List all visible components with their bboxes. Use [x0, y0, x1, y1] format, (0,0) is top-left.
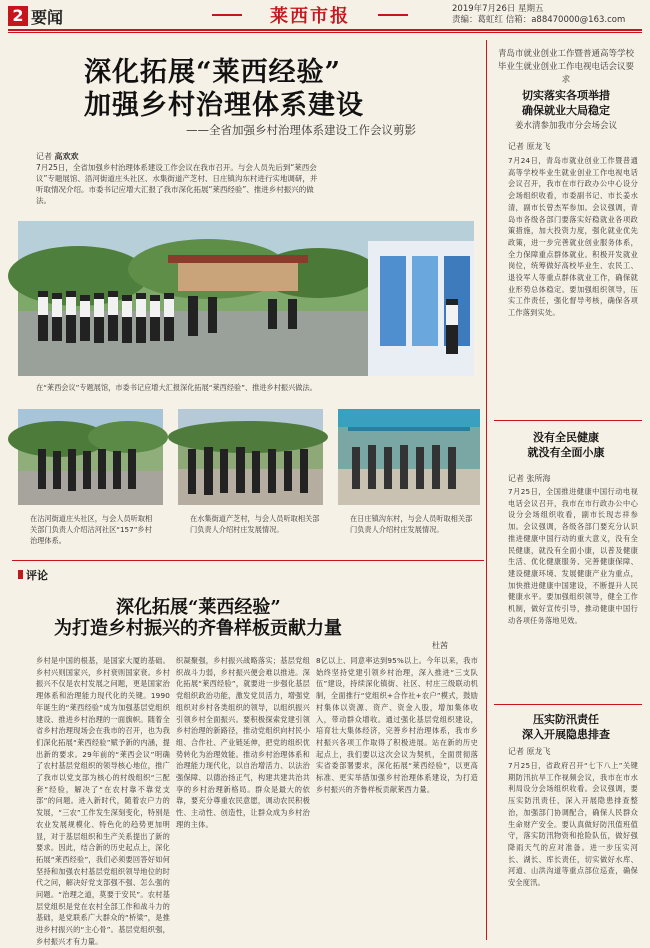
village-visit-image — [338, 409, 480, 505]
story3-title-line2: 深入开展隐患排查 — [522, 728, 610, 741]
story3-title — [496, 712, 636, 742]
story3-byline: 记者 原龙飞 — [508, 747, 551, 756]
right-intro: 青岛市就业创业工作暨普通高等学校毕业生就业创业工作电视电话会议要求 — [497, 49, 634, 85]
story2-title-line2: 就没有全面小康 — [527, 446, 605, 459]
photo-chanzhi — [178, 409, 323, 505]
lead-byline — [36, 151, 79, 162]
story1-body: 7月24日，青岛市就业创业工作暨普通高等学校毕业生就业创业工作电视电话会议召开，我市在市行政办公中心设分会场组织收看，市委副书记、市长姜水清，副市长曾杰军参加。会议强调，青岛市各级各部门要落实好稳就业各项政策措施，加大投资力度，强化就业优先政策，进一步完善就业创业服务体系，全力保障重点群体就业。积极开发就业岗位，统筹做好高校毕业生、农民工、退役军人等重点群体就业工作，确保就业形势总体稳定。要加强组织领导，压实工作责任，强化督导考核，确保各项工作落到实处。 — [508, 156, 638, 318]
masthead: 莱西市报 — [248, 2, 372, 28]
header-rule — [8, 29, 642, 31]
editor-contact: 责编：葛虹红 信箱：a88470000@163.com — [452, 15, 626, 25]
commentary-title-line2: 为打造乡村振兴的齐鲁样板贡献力量 — [54, 618, 342, 639]
section-divider — [12, 560, 484, 561]
lead-headline — [84, 56, 364, 122]
lead-headline-line1: 深化拓展“莱西经验” — [84, 57, 342, 88]
column-divider — [486, 40, 487, 940]
issue-date: 2019年7月26日 星期五 — [452, 4, 544, 14]
exhibition-scene-image — [18, 221, 474, 376]
caption-chanzhi: 在水集街道产芝村，与会人员听取相关部门负责人介绍村庄发展情况。 — [190, 514, 320, 534]
lead-headline-line2: 加强乡村治理体系建设 — [84, 90, 364, 121]
story-divider-2 — [494, 704, 642, 705]
story3-title-line1: 压实防汛责任 — [533, 713, 599, 726]
story1-byline: 记者 原龙飞 — [508, 142, 551, 151]
caption-zhuangtou: 在沽河街道庄头社区，与会人员听取相关部门负责人介绍沽河社区“157”乡村治理体系。 — [30, 514, 153, 545]
commentary-column-3: 8亿以上、同意率达到95%以上。今年以来，我市始终坚持党建引领乡村治理，深入推进“三支队伍”建设，持续深化镇街、社区、村庄三级联动机制，全面推行“党组织+合作社+农户”模式，鼓励村集体以资源、资产、资金入股，增加集体收入，带动群众增收。通过强化基层党组织建设，培育壮大集体经济，完善乡村治理体系，我市乡村振兴各项工作取得了积极进展。站在新的历史起点上，我们要以这次会议为契机，全面贯彻落实省委部署要求，深化拓展“莱西经验”，以更高标准、更实举措加强乡村治理体系建设，为打造乡村振兴的齐鲁样板贡献莱西力量。 — [316, 656, 478, 794]
photo-zhuangtou — [18, 409, 163, 505]
story2-byline: 记者 张所海 — [508, 474, 551, 483]
village-visit-image — [18, 409, 163, 505]
page-number: 2 — [8, 6, 28, 26]
story3-body: 7月25日，省政府召开“七下八上”关键期防汛抗旱工作视频会议，我市在市水利局设分会场组织收看。会议强调，要压实防汛责任，深入开展隐患排查整治，加强部门协调配合，确保人民群众生命财产安全。要认真做好防汛值班值守，落实防汛物资和抢险队伍，做好强降雨天气的应对准备。进一步压实河长、湖长、库长责任，切实做好水库、河道、山洪沟道等重点部位巡查，确保安全度汛。 — [508, 761, 638, 888]
story2-body: 7月25日，全国推进健康中国行动电视电话会议召开，我市在市行政办公中心设分会场组织收看，副市长现志祥参加。会议强调，各级各部门要充分认识推进健康中国行动的重大意义，没有全民健康，就没有全面小康，以普及健康生活、优化健康服务、完善健康保障、建设健康环境、发展健康产业为重点，加快推进健康中国建设，不断提升人民健康水平。要加强组织领导，健全工作机制，做好宣传引导，推动健康中国行动各项任务落地见效。 — [508, 487, 638, 625]
lead-main-photo — [18, 221, 474, 376]
header-info — [452, 4, 625, 26]
village-visit-image — [178, 409, 323, 505]
byline-label: 记者 — [36, 152, 52, 161]
story1-title-line2: 确保就业大局稳定 — [522, 104, 610, 117]
lead-subtitle: ——全省加强乡村治理体系建设工作会议剪影 — [186, 123, 416, 137]
story2-title-line1: 没有全民健康 — [533, 431, 599, 444]
story1-title — [496, 88, 636, 118]
section-name: 要闻 — [31, 8, 64, 27]
story1-title-line1: 切实落实各项举措 — [522, 89, 610, 102]
story1-subtitle: 姜水清参加我市分会场会议 — [514, 121, 617, 131]
story-divider-1 — [494, 420, 642, 421]
photo-goudong — [338, 409, 480, 505]
commentary-title-line1: 深化拓展“莱西经验” — [116, 597, 281, 618]
commentary-column-1: 乡村是中国的根基，是国家大厦的基础。乡村兴则国家兴，乡村衰则国家衰。乡村振兴不仅是农村发展之问题，更是国家治理体系和治理能力现代化的关键。1990年诞生的“莱西经验”成为加强基层党组织建设、推进乡村治理的一面旗帜。随着全省乡村治理现场会在我市的召开，也为我们深化拓展“莱西经验”赋予新的内涵，提出新的要求。29年前的“莱西会议”明确了农村基层党组织的领导核心地位，推广了我市以党支部为核心的村级组织“三配套”经验，解决了“在农村靠不靠党支部”的问题。进入新时代，随着农户力的发展，“三农”工作发生深刻变化，特别是农业发展规模化、特色化的趋势更加明显，对于基层组织和生产关系提出了新的要求。因此，结合新的历史起点上，深化拓展“莱西经验”，我们必须要回答好如何坚持和加强农村基层党组织领导地位的时代之问，解决好党支部强不强、怎么强的问题。“治理之道，莫要于安民”。农村基层党组织是党在农村全部工作和战斗力的基础，是党联系广大群众的“桥梁”，是推进乡村振兴的“主心骨”。基层党组织强，乡村振兴才有力量。 — [36, 656, 170, 946]
lead-main-caption: 在“莱西会议”专题展馆，市委书记应增大汇报深化拓展“莱西经验”、推进乡村振兴做法。 — [36, 383, 317, 392]
commentary-author: 杜茜 — [432, 641, 448, 650]
commentary-column-2: 织凝聚强，乡村振兴战略落实；基层党组织战斗力弱，乡村振兴便会难以推进。深化拓展“莱西经验”，就要进一步强化基层党组织政治功能，激发党员活力，增强党组织对乡村各类组织的领导，以组织振兴引领乡村全面振兴。要积极探索党建引领乡村治理的新路径，推动党组织向村民小组、合作社、产业链延伸，把党的组织优势转化为治理效能。推动乡村治理体系和治理能力现代化，以自治增活力、以法治强保障、以德治扬正气，构建共建共治共享的乡村治理新格局。群众是最大的依靠，要充分尊重农民意愿，调动农民积极性、主动性、创造性，让群众成为乡村治理的主体。 — [176, 656, 310, 829]
lead-lede: 7月25日，全省加强乡村治理体系建设工作会议在我市召开。与会人员先后到“莱西会议”专题展馆、浯河街道庄头社区、水集街道产芝村、日庄镇沟东村进行实地调研，并听取情况介绍。市委书记应增大汇报了我市深化拓展“莱西经验”、推进乡村振兴的做法。 — [36, 163, 318, 205]
page-header — [0, 0, 650, 30]
header-rule-thin — [8, 32, 642, 33]
byline-name: 高欢欢 — [54, 152, 79, 161]
commentary-label: 评论 — [18, 567, 48, 583]
story2-title — [496, 430, 636, 460]
caption-goudong: 在日庄镇沟东村，与会人员听取相关部门负责人介绍村庄发展情况。 — [350, 514, 473, 534]
